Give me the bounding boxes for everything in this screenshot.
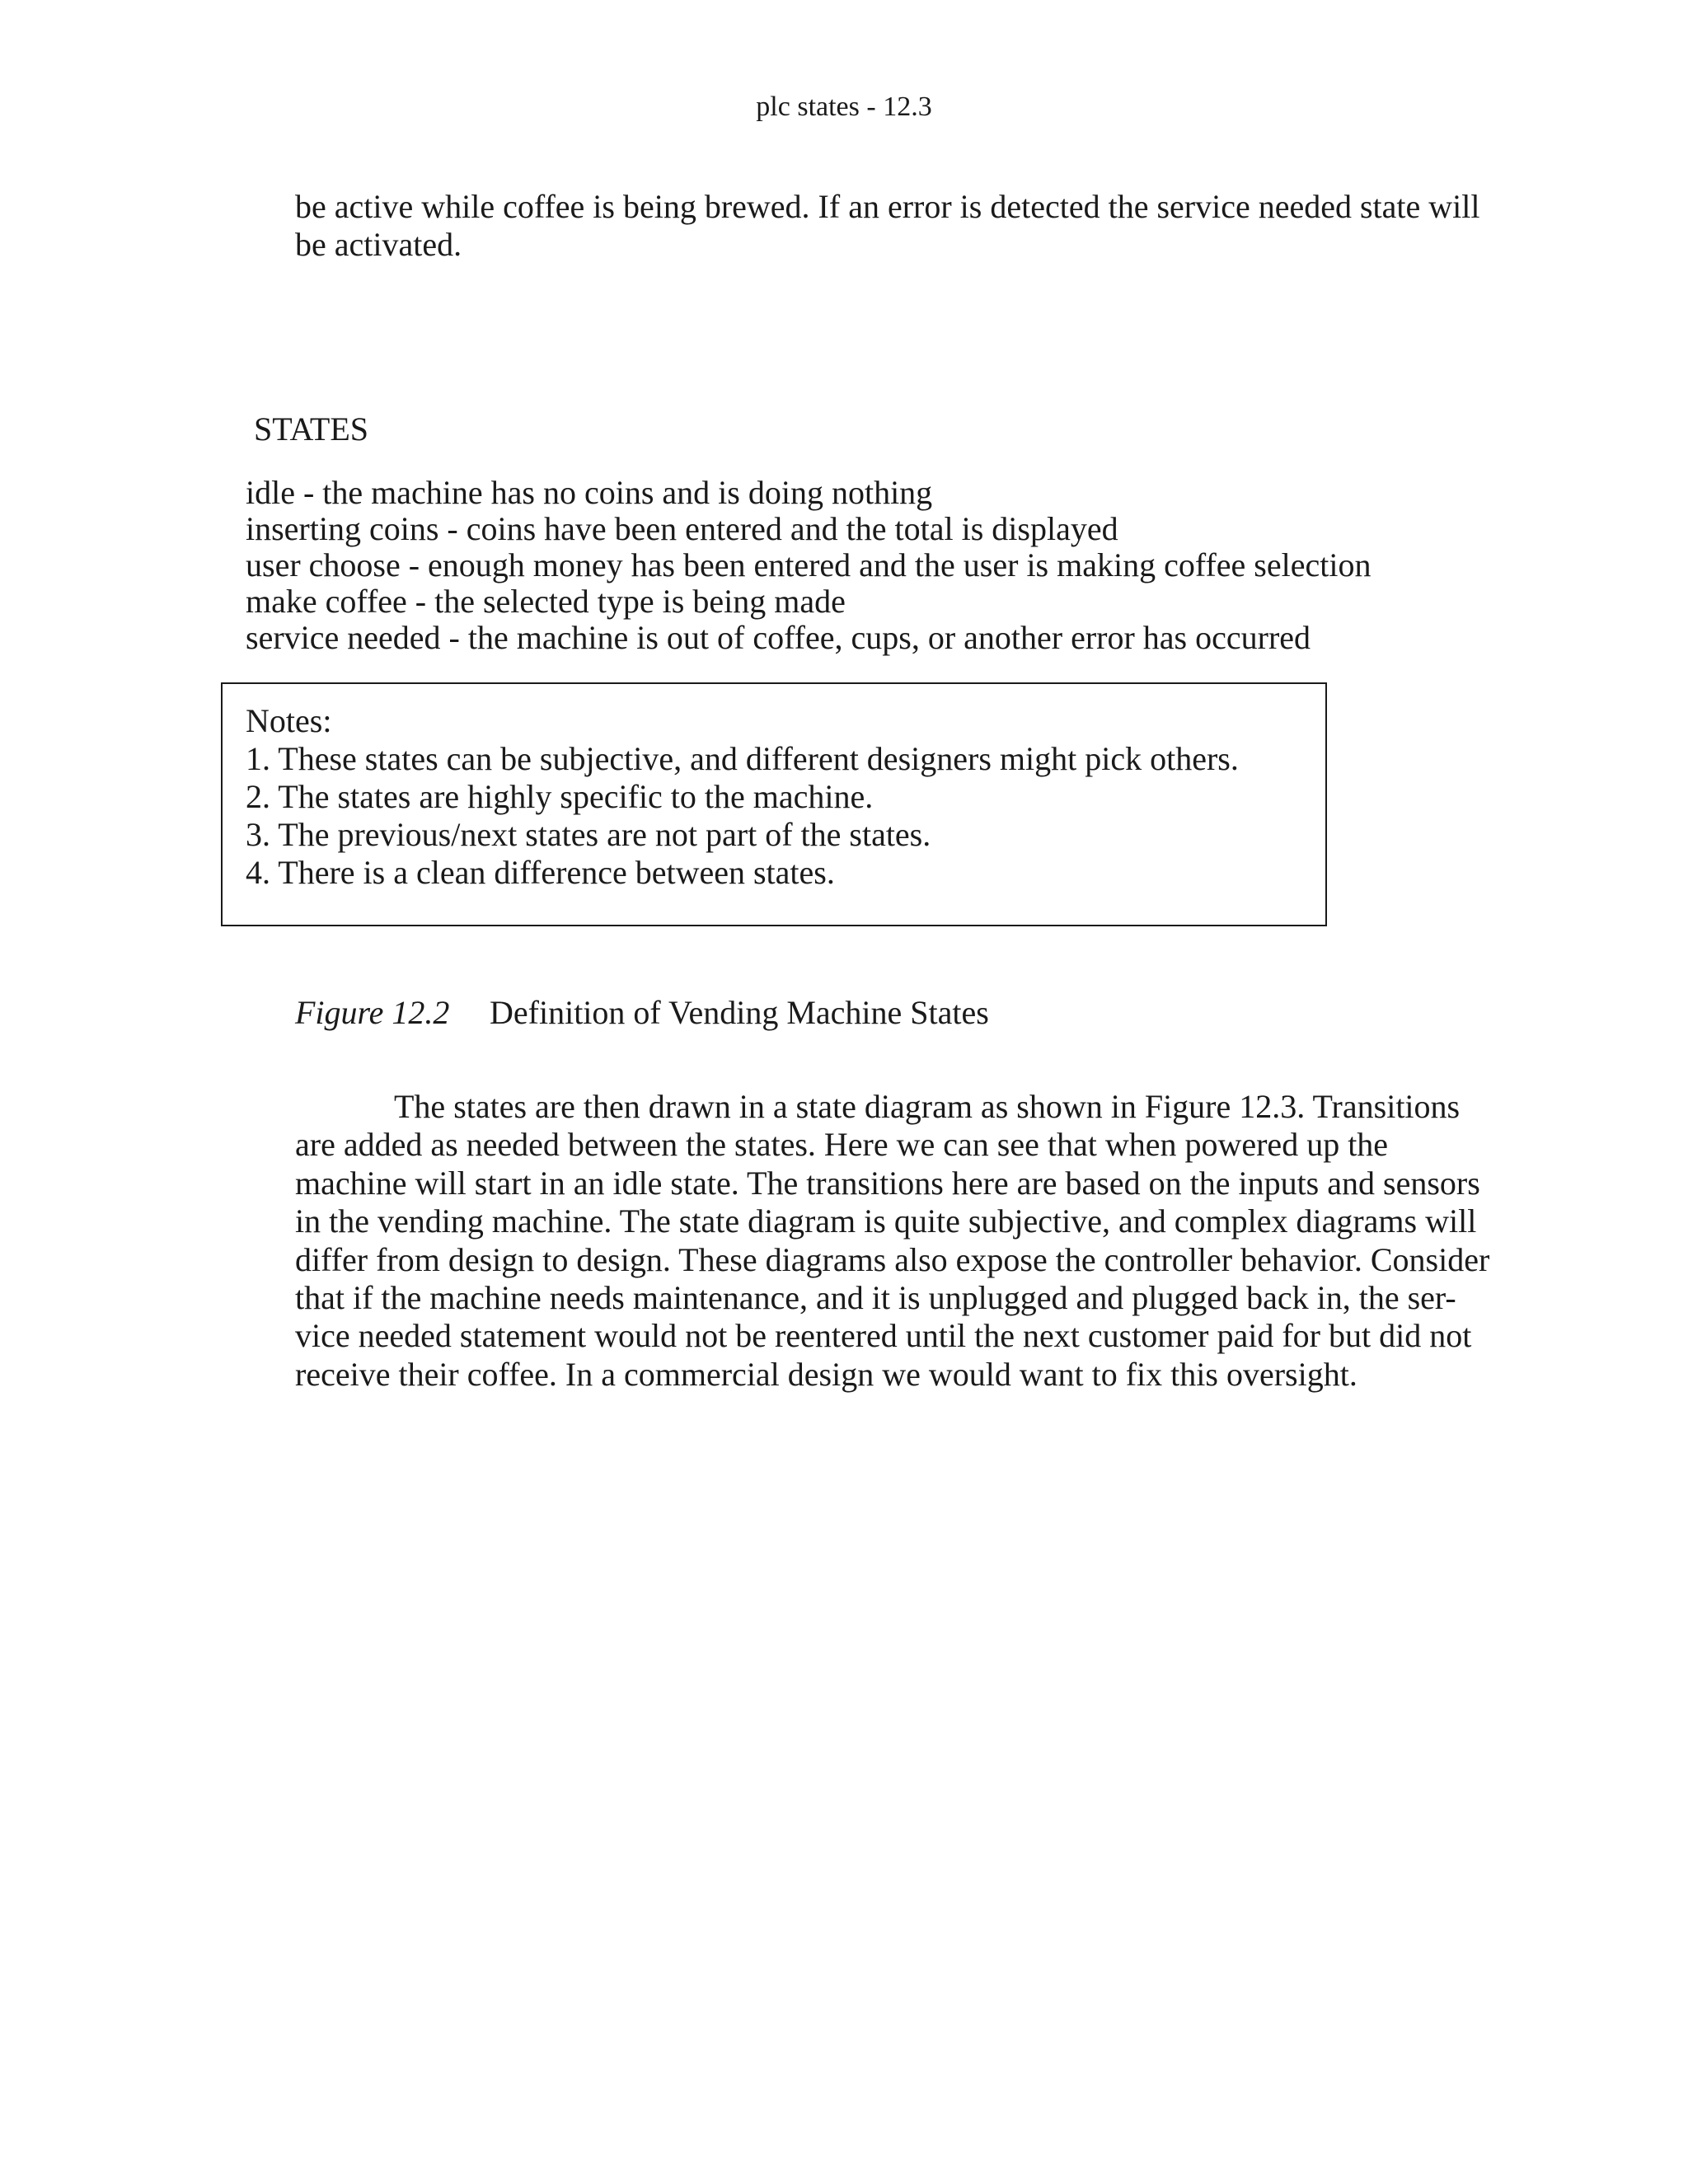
state-item-idle: idle - the machine has no coins and is doing nothing	[246, 474, 933, 511]
note-item: 3. The previous/next states are not part of the states.	[246, 816, 931, 853]
paragraph-line: vice needed statement would not be reentered until the next customer paid for but did not	[295, 1317, 1472, 1355]
figure-title: Definition of Vending Machine States	[490, 994, 989, 1031]
note-item: 1. These states can be subjective, and different designers might pick others.	[246, 740, 1239, 777]
state-item-service-needed: service needed - the machine is out of coffee, cups, or another error has occurred	[246, 619, 1311, 656]
paragraph-line: that if the machine needs maintenance, and it is unplugged and plugged back in, the ser-	[295, 1279, 1456, 1317]
paragraph-line: The states are then drawn in a state diagram as shown in Figure 12.3. Transitions	[394, 1088, 1461, 1125]
main-paragraph	[295, 1088, 1490, 1394]
notes-box	[221, 682, 1327, 926]
notes-list	[246, 740, 1239, 892]
figure-caption	[295, 994, 989, 1032]
states-heading: STATES	[254, 410, 369, 448]
intro-paragraph	[295, 188, 1482, 264]
note-item: 2. The states are highly specific to the machine.	[246, 778, 874, 815]
paragraph-line: are added as needed between the states. Here we can see that when powered up the	[295, 1126, 1389, 1164]
paragraph-line: receive their coffee. In a commercial design we would want to fix this oversight.	[295, 1355, 1357, 1393]
paragraph-line: differ from design to design. These diagrams also expose the controller behavior. Consider	[295, 1240, 1490, 1278]
notes-title: Notes:	[246, 702, 332, 739]
figure-number: Figure 12.2	[295, 994, 450, 1031]
states-list	[246, 475, 1371, 656]
intro-line: be active while coffee is being brewed. If an error is detected the service needed state will	[295, 188, 1480, 225]
intro-line: be activated.	[295, 226, 462, 263]
running-header: plc states - 12.3	[756, 91, 932, 122]
paragraph-line: machine will start in an idle state. The transitions here are based on the inputs and sensors	[295, 1164, 1480, 1202]
state-item-make-coffee: make coffee - the selected type is being made	[246, 583, 846, 620]
state-item-inserting-coins: inserting coins - coins have been entered and the total is displayed	[246, 510, 1118, 547]
state-item-user-choose: user choose - enough money has been entered and the user is making coffee selection	[246, 546, 1372, 583]
note-item: 4. There is a clean difference between states.	[246, 854, 835, 891]
paragraph-line: in the vending machine. The state diagram is quite subjective, and complex diagrams will	[295, 1202, 1477, 1240]
